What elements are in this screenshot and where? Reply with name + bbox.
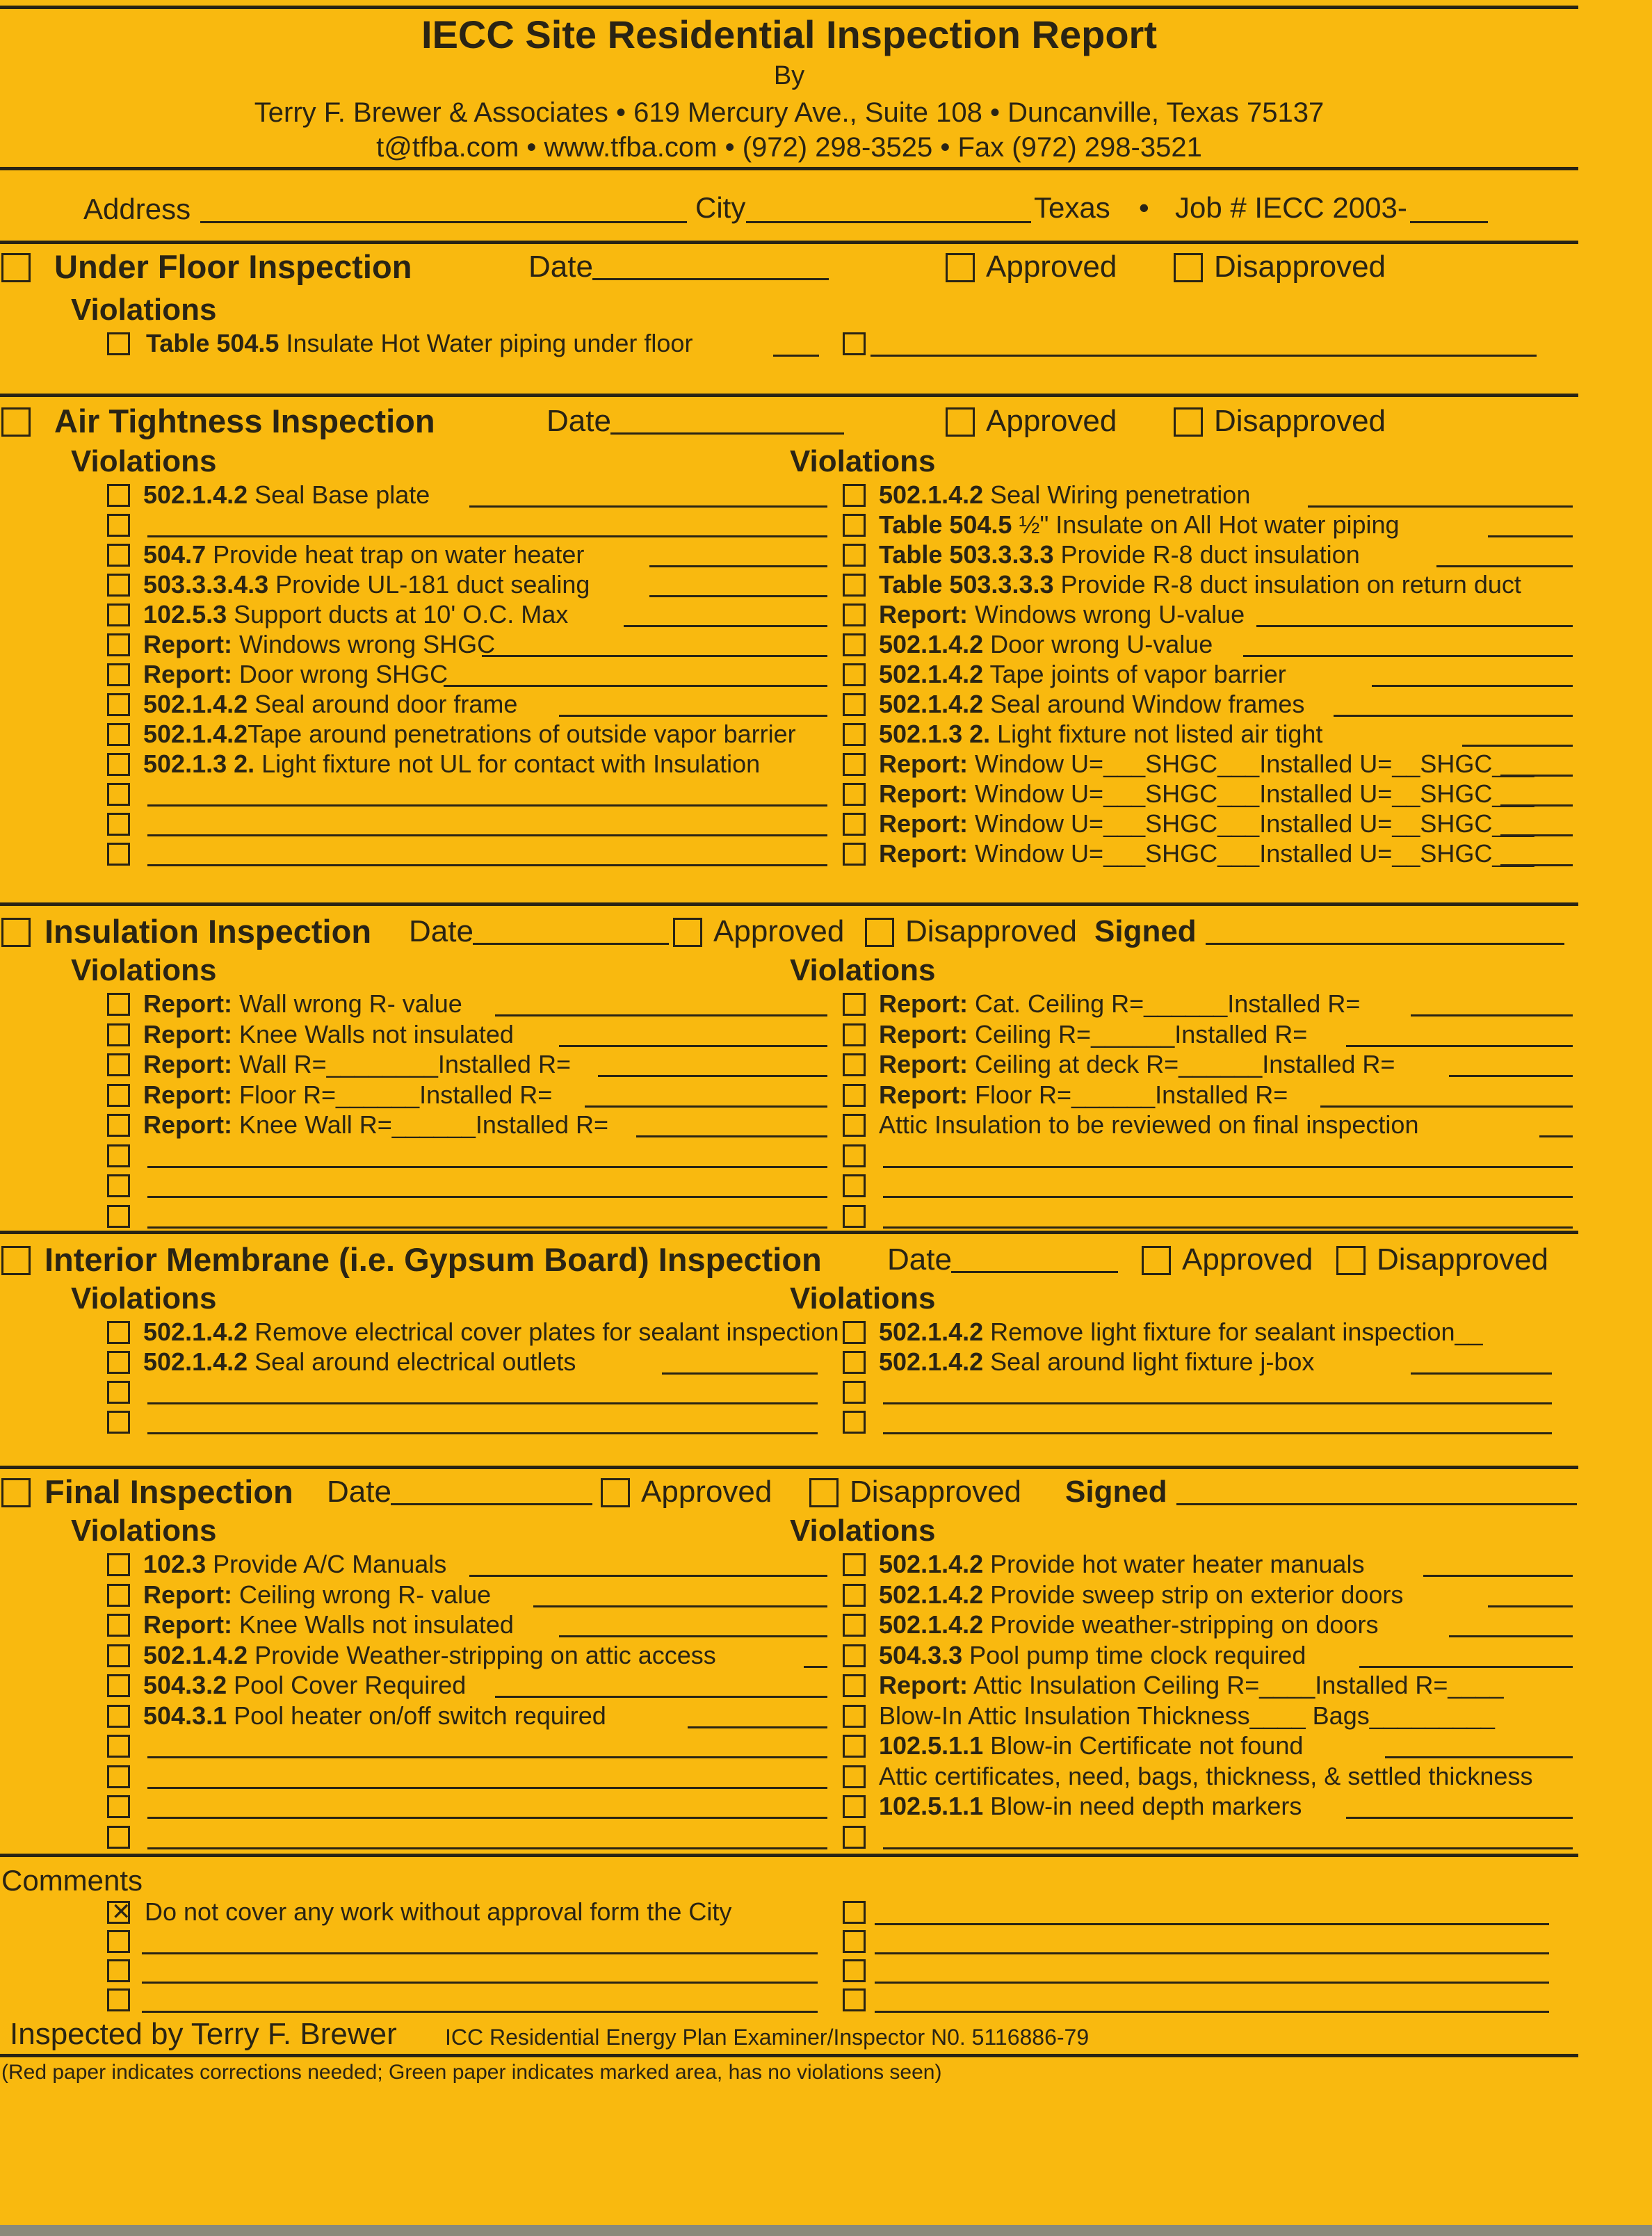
insulation-section-checkbox[interactable] (1, 918, 31, 947)
insulation-date-field[interactable] (473, 943, 669, 945)
membrane-right-item-blank[interactable] (883, 1402, 1552, 1404)
address-rule (0, 241, 1578, 244)
insulation-signed-label: Signed (1094, 914, 1197, 948)
insulation-left-item: Report: Floor R=______Installed R= (143, 1080, 553, 1109)
final-right-item-blank[interactable] (1423, 1575, 1573, 1577)
final-left-item-blank[interactable] (495, 1696, 828, 1698)
membrane-approved-checkbox[interactable] (1142, 1246, 1171, 1275)
final-rule (0, 1854, 1578, 1857)
air-right-item-checkbox[interactable] (843, 484, 866, 507)
final-left-item-checkbox[interactable] (107, 1705, 130, 1728)
air-right-item-blank[interactable] (1488, 535, 1573, 537)
membrane-left-item-blank[interactable] (662, 1372, 818, 1375)
air-right-item: Report: Window U=___SHGC___Installed U=__SHGC___ (879, 809, 1534, 838)
final-section-title: Final Inspection (44, 1473, 293, 1510)
air-left-item-checkbox[interactable] (107, 693, 130, 716)
air-left-item-checkbox[interactable] (107, 783, 130, 806)
membrane-section-checkbox[interactable] (1, 1246, 31, 1275)
air-right-item-checkbox[interactable] (843, 544, 866, 567)
insulation-right-item: Report: Floor R=______Installed R= (879, 1080, 1288, 1109)
air-left-item-checkbox[interactable] (107, 723, 130, 746)
final-left-item-checkbox[interactable] (107, 1795, 130, 1818)
membrane-right-item-blank[interactable] (883, 1432, 1552, 1434)
insulation-right-item-blank[interactable] (1320, 1105, 1573, 1108)
membrane-left-item-checkbox[interactable] (107, 1321, 130, 1344)
insulation-right-item-blank[interactable] (1411, 1014, 1573, 1016)
comment-left-blank[interactable] (142, 1952, 818, 1954)
final-left-item-checkbox[interactable] (107, 1735, 130, 1758)
under-floor-rule (0, 394, 1578, 397)
air-right-item-blank[interactable] (1500, 775, 1573, 777)
air-left-item-checkbox[interactable] (107, 544, 130, 567)
insulation-right-item-blank[interactable] (883, 1166, 1573, 1168)
final-right-item-checkbox[interactable] (843, 1826, 866, 1849)
final-left-item-checkbox[interactable] (107, 1826, 130, 1849)
air-rule (0, 902, 1578, 906)
under-floor-violations: Violations (71, 293, 217, 327)
insulation-left-item-checkbox[interactable] (107, 1205, 130, 1228)
membrane-right-item-blank[interactable] (1411, 1372, 1553, 1375)
insulation-left-item-blank[interactable] (585, 1105, 827, 1108)
insulation-left-item-blank[interactable] (147, 1196, 827, 1198)
air-right-item-blank[interactable] (1256, 625, 1573, 627)
air-right-item-checkbox[interactable] (843, 603, 866, 626)
final-section-checkbox[interactable] (1, 1478, 31, 1507)
by-line: By (773, 61, 805, 90)
inspected-by: Inspected by Terry F. Brewer (10, 2017, 397, 2051)
final-disapproved-label: Disapproved (850, 1475, 1022, 1509)
final-right-item: 502.1.4.2 Provide weather-stripping on doors (879, 1610, 1379, 1639)
final-right-item: 502.1.4.2 Provide sweep strip on exterior doors (879, 1580, 1404, 1609)
final-right-item-checkbox[interactable] (843, 1584, 866, 1607)
final-left-item: 502.1.4.2 Provide Weather-stripping on attic access (143, 1640, 716, 1669)
city-field[interactable] (746, 221, 1031, 223)
comments-label: Comments (1, 1864, 143, 1897)
membrane-right-item-checkbox[interactable] (843, 1411, 866, 1434)
air-approved-checkbox[interactable] (946, 407, 975, 437)
final-date-field[interactable] (391, 1503, 592, 1505)
air-right-item-blank[interactable] (1500, 834, 1573, 836)
membrane-disapproved-checkbox[interactable] (1336, 1246, 1366, 1275)
air-right-item-checkbox[interactable] (843, 514, 866, 537)
air-right-item-checkbox[interactable] (843, 813, 866, 836)
insulation-right-item-checkbox[interactable] (843, 1084, 866, 1107)
insulation-left-item: Report: Wall R=________Installed R= (143, 1050, 571, 1078)
comment-right-checkbox[interactable] (843, 1988, 866, 2011)
air-left-item-checkbox[interactable] (107, 484, 130, 507)
air-left-item-checkbox[interactable] (107, 843, 130, 866)
air-right-item: 502.1.3 2. Light fixture not listed air tight (879, 720, 1323, 748)
address-field[interactable] (200, 221, 687, 223)
air-left-item: 502.1.3 2. Light fixture not UL for contact with Insulation (143, 750, 761, 778)
air-violations-left: Violations (71, 444, 217, 478)
comment-left-checkbox[interactable] (107, 1930, 130, 1953)
final-signed-label: Signed (1065, 1475, 1167, 1509)
insulation-right-item: Report: Ceiling at deck R=______Installed R= (879, 1050, 1395, 1078)
final-right-item-checkbox[interactable] (843, 1553, 866, 1576)
final-left-item: Report: Ceiling wrong R- value (143, 1580, 492, 1609)
final-right-item-blank[interactable] (1359, 1666, 1573, 1668)
final-left-item: 102.3 Provide A/C Manuals (143, 1550, 447, 1578)
air-section-title: Air Tightness Inspection (54, 403, 435, 439)
final-right-item: Attic certificates, need, bags, thickness, & settled thickness (879, 1761, 1533, 1790)
insulation-left-item: Report: Wall wrong R- value (143, 989, 462, 1018)
air-right-item-checkbox[interactable] (843, 843, 866, 866)
final-left-item-checkbox[interactable] (107, 1553, 130, 1576)
final-left-item-checkbox[interactable] (107, 1674, 130, 1697)
air-right-item-checkbox[interactable] (843, 693, 866, 716)
under_floor-approved-checkbox[interactable] (946, 253, 975, 282)
report-title: IECC Site Residential Inspection Report (421, 13, 1157, 56)
air-right-item-blank[interactable] (1436, 565, 1573, 567)
air-right-item: 502.1.4.2 Tape joints of vapor barrier (879, 660, 1286, 688)
membrane-right-item: 502.1.4.2 Seal around light fixture j-box (879, 1347, 1315, 1376)
air-right-item: Report: Window U=___SHGC___Installed U=__SHGC___ (879, 779, 1534, 808)
final-right-item-checkbox[interactable] (843, 1674, 866, 1697)
insulation-right-item: Report: Cat. Ceiling R=______Installed R= (879, 989, 1361, 1018)
air-left-item-blank[interactable] (147, 834, 827, 836)
insulation-violations-right: Violations (790, 953, 936, 987)
air-right-item-checkbox[interactable] (843, 753, 866, 776)
address-label: Address (83, 193, 191, 225)
air-right-item-blank[interactable] (1372, 685, 1573, 687)
air-right-item-checkbox[interactable] (843, 663, 866, 686)
insulation-left-item-blank[interactable] (147, 1226, 827, 1229)
membrane-section-title: Interior Membrane (i.e. Gypsum Board) Inspection (44, 1241, 822, 1278)
comment-left-checkbox[interactable] (107, 1988, 130, 2011)
final-date-label: Date (327, 1475, 391, 1509)
final-left-item-checkbox[interactable] (107, 1765, 130, 1788)
insulation-right-item-blank[interactable] (883, 1226, 1573, 1229)
comment-left-blank[interactable] (142, 1982, 818, 1984)
final-violations-right: Violations (790, 1514, 936, 1548)
insulation-left-item-checkbox[interactable] (107, 1023, 130, 1046)
insulation-left-item-blank[interactable] (147, 1166, 827, 1168)
top-rule (0, 6, 1578, 9)
insulation-rule (0, 1231, 1578, 1234)
membrane-rule (0, 1466, 1578, 1469)
air-left-item-checkbox[interactable] (107, 813, 130, 836)
insulation-signed-field[interactable] (1206, 943, 1564, 945)
final-signed-field[interactable] (1176, 1503, 1577, 1505)
footer-rule (0, 2054, 1578, 2057)
air-right-item-blank[interactable] (1500, 804, 1573, 807)
air-left-item: 503.3.3.4.3 Provide UL-181 duct sealing (143, 570, 590, 599)
final-right-item-blank[interactable] (1449, 1635, 1573, 1637)
under-floor-extra-checkbox[interactable] (843, 332, 866, 355)
under_floor-date-label: Date (528, 250, 593, 284)
membrane-violations-left: Violations (71, 1281, 217, 1315)
insulation-left-item-checkbox[interactable] (107, 1053, 130, 1076)
comment-left-blank[interactable] (142, 2011, 818, 2013)
final-right-item-checkbox[interactable] (843, 1765, 866, 1788)
under_floor-section-title: Under Floor Inspection (54, 248, 412, 285)
air-disapproved-checkbox[interactable] (1174, 407, 1203, 437)
insulation-left-item: Report: Knee Walls not insulated (143, 1019, 514, 1048)
air-left-item-blank[interactable] (147, 804, 827, 807)
air-right-item: Report: Window U=___SHGC___Installed U=__SHGC___ (879, 750, 1534, 778)
final-right-item-checkbox[interactable] (843, 1644, 866, 1667)
insulation-date-label: Date (409, 914, 473, 948)
insulation-right-item-checkbox[interactable] (843, 1205, 866, 1228)
final-left-item-checkbox[interactable] (107, 1644, 130, 1667)
membrane-left-item-checkbox[interactable] (107, 1411, 130, 1434)
air-left-item: 502.1.4.2Tape around penetrations of outside vapor barrier (143, 720, 796, 748)
insulation-left-item: Report: Knee Wall R=______Installed R= (143, 1110, 609, 1139)
comment-checked-item: Do not cover any work without approval form the City (145, 1897, 732, 1926)
insulation-right-item-blank[interactable] (1346, 1045, 1573, 1047)
air-right-item-blank[interactable] (1334, 715, 1573, 717)
final-right-item-checkbox[interactable] (843, 1614, 866, 1637)
insulation-left-item-blank[interactable] (559, 1045, 827, 1047)
insulation-left-item-checkbox[interactable] (107, 993, 130, 1016)
air-disapproved-label: Disapproved (1214, 404, 1386, 438)
air-right-item: 502.1.4.2 Seal Wiring penetration (879, 480, 1251, 509)
air-right-item: Report: Windows wrong U-value (879, 600, 1245, 629)
final-right-item: Report: Attic Insulation Ceiling R=____Installed R=____ (879, 1671, 1504, 1699)
air-left-item-blank[interactable] (147, 864, 827, 866)
air-left-item-checkbox[interactable] (107, 663, 130, 686)
final-right-item-checkbox[interactable] (843, 1795, 866, 1818)
under_floor-disapproved-checkbox[interactable] (1174, 253, 1203, 282)
air-left-item-blank[interactable] (624, 625, 828, 627)
air-left-item-checkbox[interactable] (107, 753, 130, 776)
insulation-disapproved-checkbox[interactable] (865, 918, 894, 947)
air-left-item-blank[interactable] (444, 685, 828, 687)
air-left-item: 502.1.4.2 Seal around door frame (143, 690, 518, 718)
final-left-item-checkbox[interactable] (107, 1614, 130, 1637)
insulation-left-item-checkbox[interactable] (107, 1114, 130, 1137)
air-left-item-blank[interactable] (649, 565, 828, 567)
final-disapproved-checkbox[interactable] (809, 1478, 839, 1507)
air-right-item: Table 504.5 ½" Insulate on All Hot water piping (879, 510, 1400, 539)
comment-right-blank[interactable] (875, 1982, 1549, 1984)
air-right-item: 502.1.4.2 Seal around Window frames (879, 690, 1305, 718)
insulation-approved-checkbox[interactable] (673, 918, 702, 947)
air-right-item: Table 503.3.3.3 Provide R-8 duct insulation on return duct (879, 570, 1521, 599)
final-left-item-blank[interactable] (147, 1847, 827, 1849)
air-left-item-blank[interactable] (147, 535, 827, 537)
air-left-item-checkbox[interactable] (107, 633, 130, 656)
membrane-right-item-checkbox[interactable] (843, 1381, 866, 1404)
company-line: Terry F. Brewer & Associates • 619 Mercury Ave., Suite 108 • Duncanville, Texas 75137 (254, 97, 1325, 128)
final-right-item: Blow-In Attic Insulation Thickness____ Bags_________ (879, 1701, 1495, 1730)
comment-left-checkbox[interactable] (107, 1959, 130, 1982)
air-left-item: Report: Door wrong SHGC (143, 660, 448, 688)
air-approved-label: Approved (986, 404, 1117, 438)
air-right-item-blank[interactable] (1308, 505, 1573, 508)
insulation-right-item-checkbox[interactable] (843, 1053, 866, 1076)
final-right-item-blank[interactable] (1488, 1605, 1573, 1607)
insulation-right-item-checkbox[interactable] (843, 993, 866, 1016)
comment-right-checkbox[interactable] (843, 1901, 866, 1924)
insulation-right-item-blank[interactable] (883, 1196, 1573, 1198)
air-date-field[interactable] (610, 432, 844, 435)
final-left-item-checkbox[interactable] (107, 1584, 130, 1607)
final-left-item-blank[interactable] (533, 1605, 827, 1607)
insulation-violations-left: Violations (71, 953, 217, 987)
air-left-item-checkbox[interactable] (107, 514, 130, 537)
insulation-right-item-checkbox[interactable] (843, 1023, 866, 1046)
final-right-item-blank[interactable] (1346, 1817, 1573, 1819)
final-left-item-blank[interactable] (469, 1575, 828, 1577)
membrane-left-item-blank[interactable] (147, 1402, 818, 1404)
insulation-left-item-checkbox[interactable] (107, 1084, 130, 1107)
air-left-item-blank[interactable] (469, 505, 828, 508)
final-left-item-blank[interactable] (688, 1726, 827, 1728)
air-left-item: 502.1.4.2 Seal Base plate (143, 480, 430, 509)
membrane-date-label: Date (887, 1242, 952, 1277)
under-floor-extra-blank[interactable] (870, 355, 1537, 357)
comment-right-blank[interactable] (875, 2011, 1549, 2013)
under_floor-section-checkbox[interactable] (1, 253, 31, 282)
inspector-credential: ICC Residential Energy Plan Examiner/Inspector N0. 5116886-79 (445, 2025, 1090, 2050)
comment-right-checkbox[interactable] (843, 1959, 866, 1982)
membrane-right-item: 502.1.4.2 Remove light fixture for sealant inspection__ (879, 1318, 1483, 1346)
contact-line: t@tfba.com • www.tfba.com • (972) 298-3525 • Fax (972) 298-3521 (376, 132, 1202, 163)
membrane-left-item-blank[interactable] (147, 1432, 818, 1434)
air-violations-right: Violations (790, 444, 936, 478)
job-number-field[interactable] (1410, 221, 1488, 223)
final-right-item: 502.1.4.2 Provide hot water heater manuals (879, 1550, 1365, 1578)
comment-right-blank[interactable] (875, 1923, 1549, 1925)
membrane-violations-right: Violations (790, 1281, 936, 1315)
insulation-disapproved-label: Disapproved (905, 914, 1078, 948)
final-right-item: 102.5.1.1 Blow-in need depth markers (879, 1792, 1302, 1820)
insulation-right-item: Report: Ceiling R=______Installed R= (879, 1019, 1308, 1048)
final-left-item: 504.3.2 Pool Cover Required (143, 1671, 467, 1699)
bullet-glyph: • (1139, 191, 1149, 224)
air-left-item-checkbox[interactable] (107, 603, 130, 626)
paper-color-note: (Red paper indicates corrections needed; Green paper indicates marked area, has no violations seen) (1, 2061, 942, 2084)
membrane-left-item: 502.1.4.2 Seal around electrical outlets (143, 1347, 576, 1376)
air-left-item-blank[interactable] (649, 595, 828, 597)
header-rule (0, 167, 1578, 170)
final-right-item: 102.5.1.1 Blow-in Certificate not found (879, 1731, 1304, 1760)
final-left-item-blank[interactable] (147, 1817, 827, 1819)
air-right-item-checkbox[interactable] (843, 633, 866, 656)
insulation-right-item: Attic Insulation to be reviewed on final inspection (879, 1110, 1419, 1139)
membrane-left-item-checkbox[interactable] (107, 1351, 130, 1374)
air-right-item-blank[interactable] (1243, 655, 1573, 657)
membrane-disapproved-label: Disapproved (1377, 1242, 1549, 1277)
insulation-right-item-checkbox[interactable] (843, 1114, 866, 1137)
air-left-item: Report: Windows wrong SHGC (143, 630, 496, 658)
city-label: City (695, 191, 746, 224)
scan-edge (0, 2225, 1652, 2236)
final-right-item-blank[interactable] (883, 1847, 1573, 1849)
final-approved-label: Approved (641, 1475, 772, 1509)
air-right-item: Report: Window U=___SHGC___Installed U=__SHGC___ (879, 839, 1534, 868)
check-x-icon: ✕ (111, 1899, 131, 1925)
final-right-item-checkbox[interactable] (843, 1735, 866, 1758)
air-right-item-checkbox[interactable] (843, 574, 866, 597)
comment-right-checkbox[interactable] (843, 1930, 866, 1953)
insulation-approved-label: Approved (713, 914, 845, 948)
final-left-item-blank[interactable] (147, 1787, 827, 1789)
final-left-item: 504.3.1 Pool heater on/off switch required (143, 1701, 606, 1730)
membrane-right-item-checkbox[interactable] (843, 1351, 866, 1374)
air-right-item-blank[interactable] (1500, 864, 1573, 866)
under_floor-disapproved-label: Disapproved (1214, 250, 1386, 284)
insulation-right-item-blank[interactable] (1449, 1075, 1573, 1077)
final-right-item-checkbox[interactable] (843, 1705, 866, 1728)
final-violations-left: Violations (71, 1514, 217, 1548)
final-right-item-blank[interactable] (1385, 1756, 1573, 1758)
air-left-item: 102.5.3 Support ducts at 10' O.C. Max (143, 600, 569, 629)
final-right-item: 504.3.3 Pool pump time clock required (879, 1640, 1306, 1669)
insulation-right-item-checkbox[interactable] (843, 1144, 866, 1167)
insulation-left-item-blank[interactable] (495, 1014, 828, 1016)
state-text: Texas (1034, 191, 1110, 224)
final-left-item-blank[interactable] (147, 1756, 827, 1758)
air-left-item-blank[interactable] (559, 715, 827, 717)
membrane-right-item-checkbox[interactable] (843, 1321, 866, 1344)
comment-right-blank[interactable] (875, 1952, 1549, 1954)
final-left-item: Report: Knee Walls not insulated (143, 1610, 514, 1639)
under-floor-item-blank[interactable] (773, 355, 819, 357)
insulation-left-item-checkbox[interactable] (107, 1144, 130, 1167)
air-date-label: Date (546, 404, 611, 438)
under_floor-approved-label: Approved (986, 250, 1117, 284)
job-label: Job # IECC 2003- (1175, 191, 1407, 224)
membrane-left-item: 502.1.4.2 Remove electrical cover plates for sealant inspection (143, 1318, 839, 1346)
air-right-item: Table 503.3.3.3 Provide R-8 duct insulation (879, 540, 1360, 569)
air-section-checkbox[interactable] (1, 407, 31, 437)
under-floor-item: Table 504.5 Insulate Hot Water piping under floor (146, 329, 693, 357)
membrane-approved-label: Approved (1182, 1242, 1313, 1277)
insulation-left-item-blank[interactable] (636, 1135, 827, 1137)
under_floor-date-field[interactable] (592, 278, 829, 280)
insulation-section-title: Insulation Inspection (44, 913, 372, 950)
under-floor-item-checkbox[interactable] (107, 332, 130, 355)
insulation-left-item-checkbox[interactable] (107, 1174, 130, 1197)
air-left-item-blank[interactable] (482, 655, 827, 657)
insulation-right-item-checkbox[interactable] (843, 1174, 866, 1197)
final-left-item-blank[interactable] (559, 1635, 827, 1637)
insulation-left-item-blank[interactable] (598, 1075, 828, 1077)
air-right-item-checkbox[interactable] (843, 783, 866, 806)
membrane-left-item-checkbox[interactable] (107, 1381, 130, 1404)
air-left-item: 504.7 Provide heat trap on water heater (143, 540, 585, 569)
air-left-item-checkbox[interactable] (107, 574, 130, 597)
final-left-item-blank[interactable] (804, 1666, 828, 1668)
air-right-item: 502.1.4.2 Door wrong U-value (879, 630, 1213, 658)
air-right-item-blank[interactable] (1462, 745, 1573, 747)
insulation-right-item-blank[interactable] (1539, 1135, 1573, 1137)
air-right-item-checkbox[interactable] (843, 723, 866, 746)
membrane-date-field[interactable] (951, 1271, 1118, 1273)
final-approved-checkbox[interactable] (601, 1478, 630, 1507)
